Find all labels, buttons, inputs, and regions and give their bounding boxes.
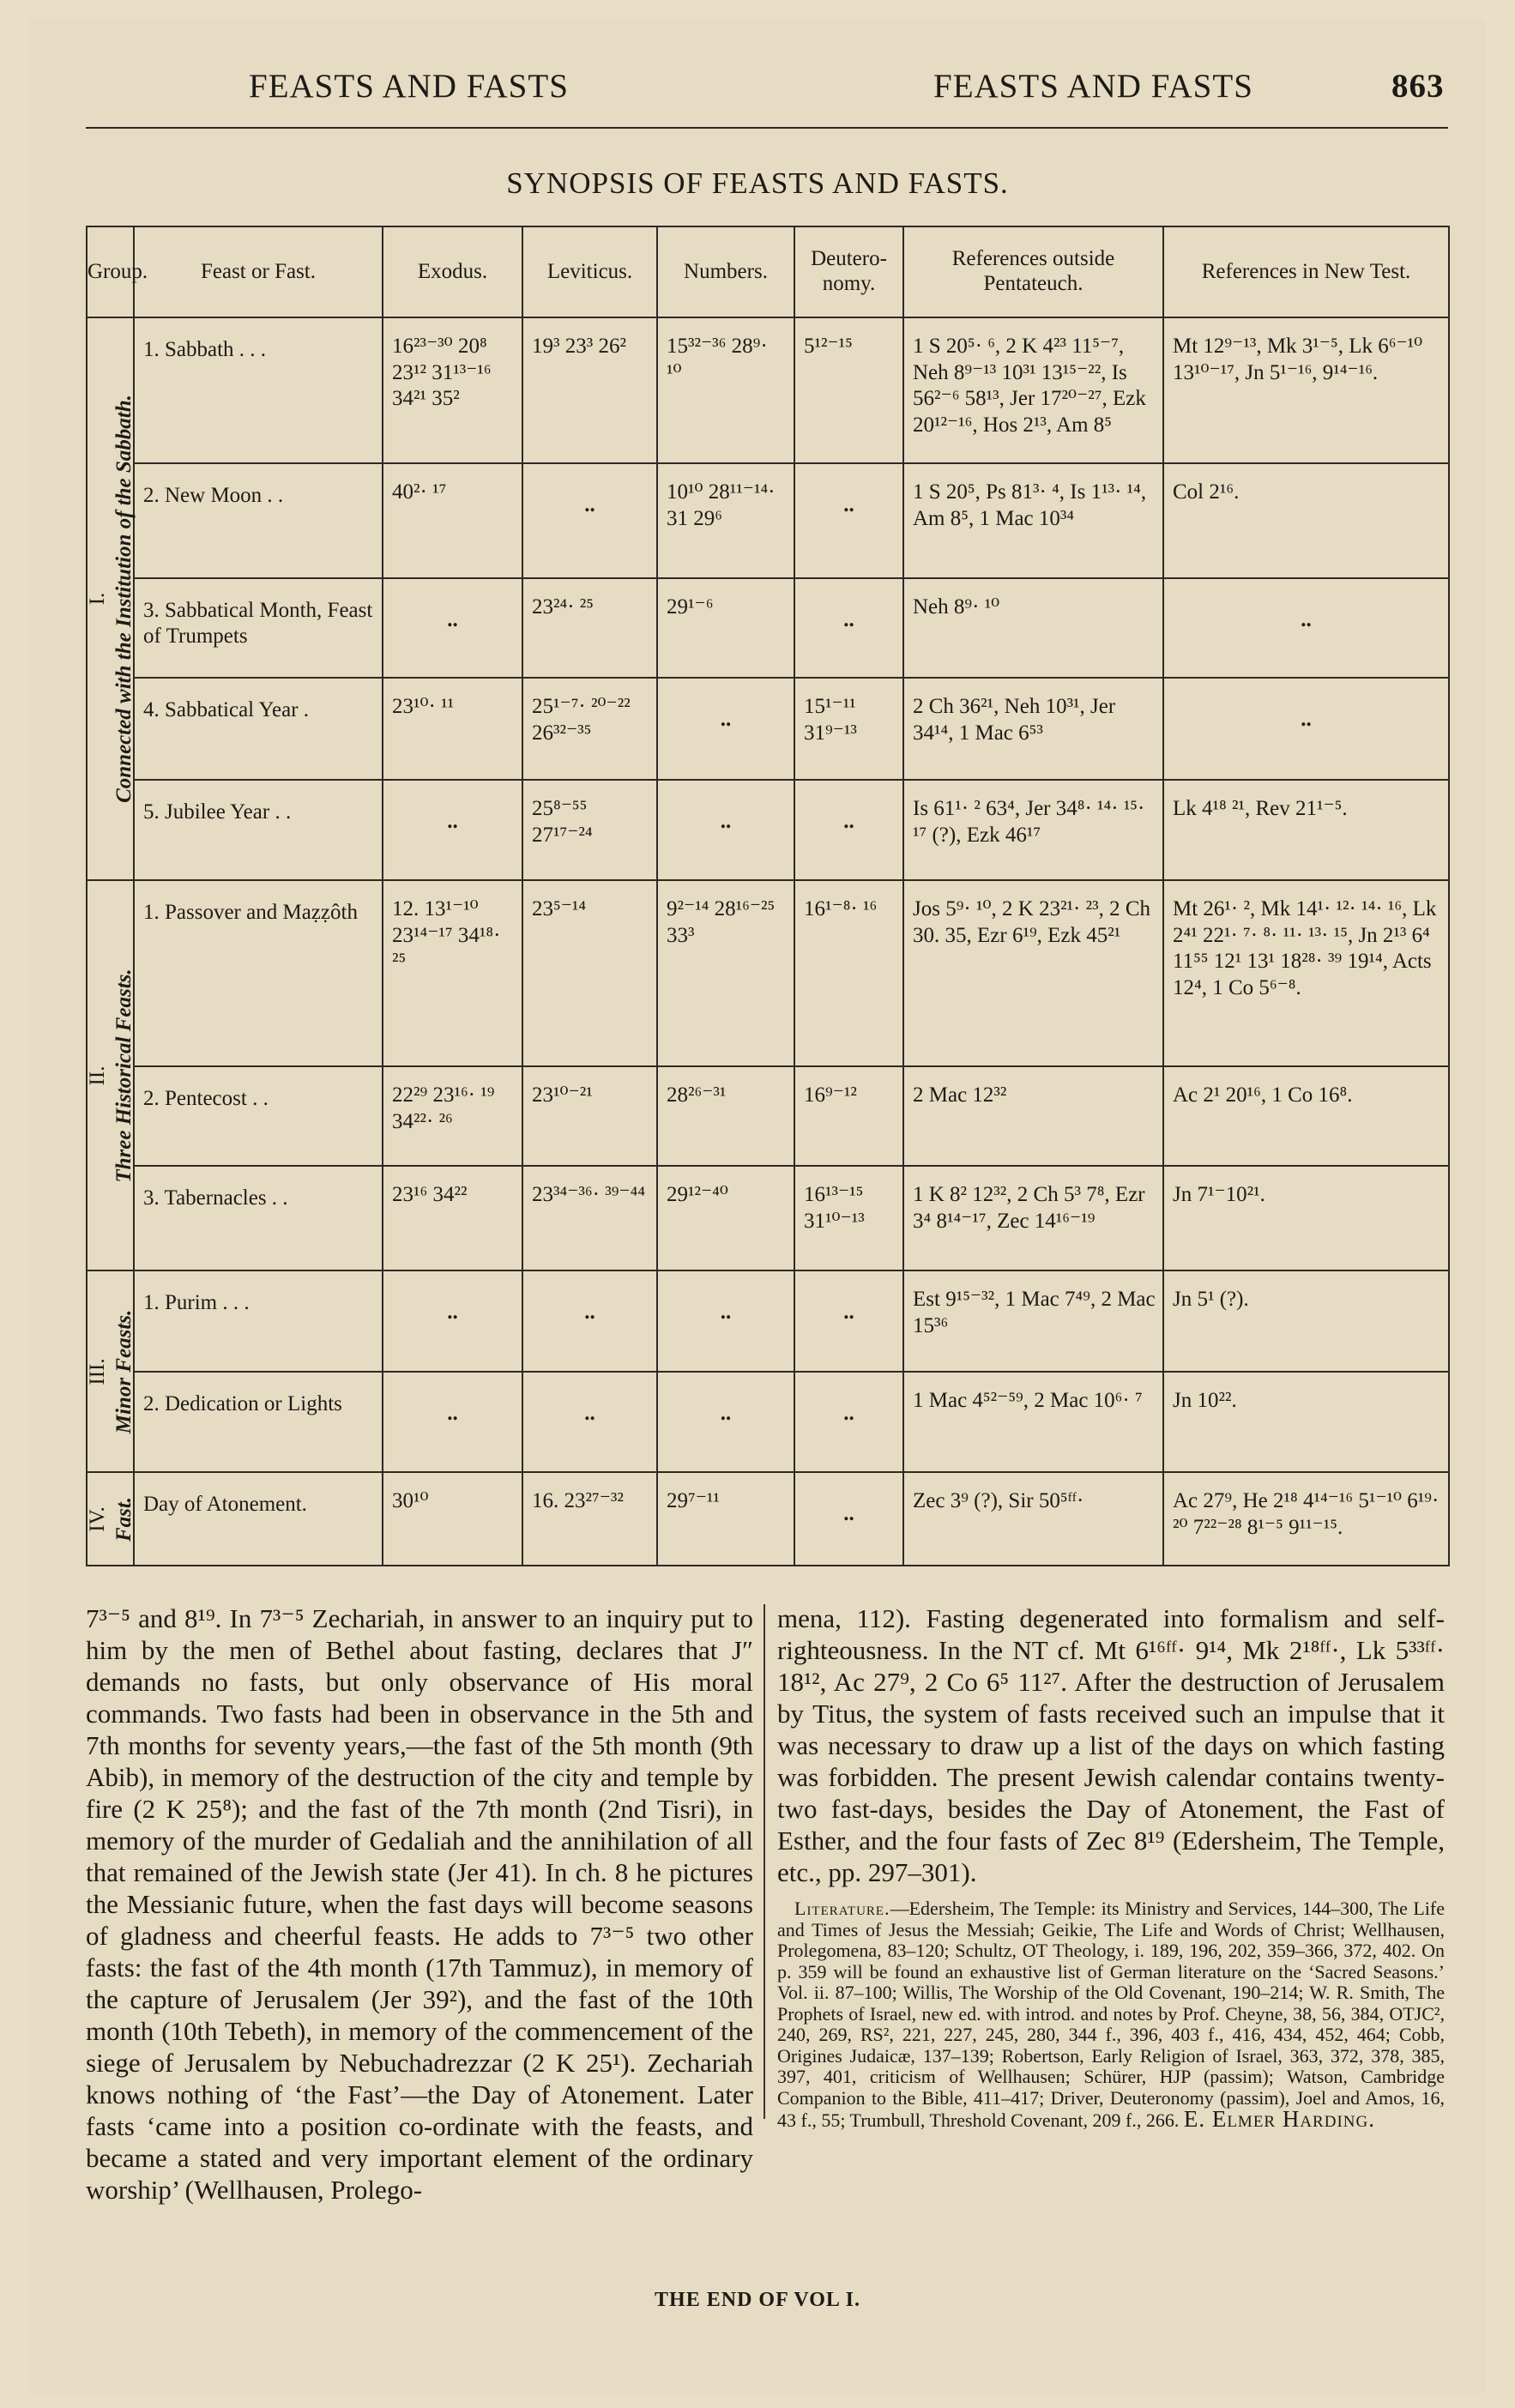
reference-text: .. [447,1402,458,1425]
author-signature: E. Elmer Harding. [1183,2106,1375,2132]
reference-text: .. [843,608,854,631]
reference-text: 15¹⁻¹¹ 31⁹⁻¹³ [804,695,857,745]
reference-text: .. [843,493,854,516]
feast-name-cell [134,1066,383,1166]
group-label-cell [87,1270,134,1472]
reference-text: 15³²⁻³⁶ 28⁹· ¹⁰ [667,335,768,384]
new-testament-cell [1163,678,1449,780]
running-head-right: FEASTS AND FASTS [933,68,1253,105]
feast-name-cell [134,578,383,678]
reference-text: 25⁸⁻⁵⁵ 27¹⁷⁻²⁴ [532,797,593,847]
reference-text: 29⁷⁻¹¹ [667,1489,720,1512]
deuteronomy-cell [794,1472,903,1566]
deuteronomy-cell [794,1372,903,1472]
table-row [87,880,1449,1066]
group-label-cell [87,317,134,880]
literature-label: Literature. [794,1898,890,1919]
deuteronomy-cell [794,317,903,463]
exodus-cell [383,1372,522,1472]
reference-text: 16¹⁻⁸· ¹⁶ [804,897,878,920]
reference-text: Jn 5¹ (?). [1173,1288,1249,1311]
group-label: Three Historical Feasts. [112,968,136,1183]
running-head [0,67,1515,118]
reference-text: 16²³⁻³⁰ 20⁸ 23¹² 31¹³⁻¹⁶ 34²¹ 35² [392,335,492,410]
new-testament-cell [1163,1066,1449,1166]
references-outside-cell [903,1166,1163,1270]
feast-name-cell [134,678,383,780]
numbers-cell [657,1472,794,1566]
reference-text: 40²· ¹⁷ [392,480,447,504]
reference-text: Lk 4¹⁸ ²¹, Rev 21¹⁻⁵. [1173,797,1348,820]
body-column-left [86,1602,753,2206]
end-of-volume: THE END OF VOL I. [655,2289,860,2311]
reference-text: .. [843,1402,854,1425]
synopsis-title: SYNOPSIS OF FEASTS AND FASTS. [506,166,1009,200]
numbers-cell [657,1372,794,1472]
table-row [87,1270,1449,1372]
reference-text: .. [843,1301,854,1324]
column-header: References outside Pentateuch. [903,226,1163,317]
reference-text: 23³⁴⁻³⁶· ³⁹⁻⁴⁴ [532,1183,646,1206]
reference-text: Jn 10²². [1173,1389,1237,1412]
table-row [87,578,1449,678]
feast-name-cell [134,880,383,1066]
reference-text: 2 Mac 12³² [913,1083,1007,1107]
reference-text: 10¹⁰ 28¹¹⁻¹⁴· 31 29⁶ [667,480,776,530]
numbers-cell [657,678,794,780]
reference-text: 23¹⁶ 34²² [392,1183,468,1206]
reference-text: 1 Mac 4⁵²⁻⁵⁹, 2 Mac 10⁶· ⁷ [913,1389,1143,1412]
reference-text: Jos 5⁹· ¹⁰, 2 K 23²¹· ²³, 2 Ch 30. 35, Ezr 6¹⁹, Ezk 45²¹ [913,897,1151,947]
numbers-cell [657,1166,794,1270]
reference-text: .. [720,1402,732,1425]
new-testament-cell [1163,880,1449,1066]
exodus-cell [383,578,522,678]
reference-text: 22²⁹ 23¹⁶· ¹⁹ 34²²· ²⁶ [392,1083,495,1133]
exodus-cell [383,780,522,880]
references-outside-cell [903,463,1163,578]
reference-text: 12. 13¹⁻¹⁰ 23¹⁴⁻¹⁷ 34¹⁸· ²⁵ [392,897,501,973]
synopsis-table [86,226,1450,1566]
group-label: Fast. [112,1496,136,1542]
reference-text: Neh 8⁹· ¹⁰ [913,595,1000,619]
leviticus-cell [522,1066,657,1166]
references-outside-cell [903,1372,1163,1472]
reference-text: 23¹⁰· ¹¹ [392,695,455,718]
reference-text: 1 S 20⁵, Ps 81³· ⁴, Is 1¹³· ¹⁴, Am 8⁵, 1 Mac 10³⁴ [913,480,1147,530]
table-row [87,1472,1449,1566]
exodus-cell [383,317,522,463]
table-row [87,317,1449,463]
deuteronomy-cell [794,1066,903,1166]
references-outside-cell [903,1472,1163,1566]
new-testament-cell [1163,1270,1449,1372]
table-row [87,463,1449,578]
reference-text: 19³ 23³ 26² [532,335,626,358]
reference-text: 16¹³⁻¹⁵ 31¹⁰⁻¹³ [804,1183,865,1233]
feast-name-cell [134,1166,383,1270]
group-label: Minor Feasts. [112,1309,136,1433]
group-numeral: III. [85,1357,109,1385]
table-row [87,678,1449,780]
feast-name: 2. Dedication or Lights [143,1392,342,1415]
leviticus-cell [522,678,657,780]
reference-text: 29¹²⁻⁴⁰ [667,1183,728,1206]
deuteronomy-cell [794,880,903,1066]
numbers-cell [657,463,794,578]
new-testament-cell [1163,780,1449,880]
reference-text: .. [584,1402,595,1425]
feast-name: 1. Passover and Maẓẓôth [143,901,358,924]
table-header-row [87,226,1449,317]
deuteronomy-cell [794,780,903,880]
reference-text: 28²⁶⁻³¹ [667,1083,727,1107]
references-outside-cell [903,678,1163,780]
leviticus-cell [522,1270,657,1372]
running-head-left: FEASTS AND FASTS [249,68,569,105]
reference-text: Jn 7¹⁻10²¹. [1173,1183,1265,1206]
feast-name-cell [134,1472,383,1566]
reference-text: .. [843,810,854,833]
feast-name: Day of Atonement. [143,1493,307,1516]
new-testament-cell [1163,1372,1449,1472]
table-row [87,1166,1449,1270]
new-testament-cell [1163,317,1449,463]
reference-text: .. [720,810,732,833]
reference-text: .. [843,1502,854,1525]
numbers-cell [657,578,794,678]
leviticus-cell [522,780,657,880]
reference-text: Est 9¹⁵⁻³², 1 Mac 7⁴⁹, 2 Mac 15³⁶ [913,1288,1156,1337]
references-outside-cell [903,780,1163,880]
exodus-cell [383,1166,522,1270]
reference-text: 23²⁴· ²⁵ [532,595,594,619]
column-header: Leviticus. [522,226,657,317]
reference-text: .. [447,608,458,631]
column-header: Numbers. [657,226,794,317]
body-paragraph: mena, 112). Fasting degenerated into formalism and self-righteousness. In the NT cf. Mt 6¹⁶ᶠᶠ· 9¹⁴, Mk 2¹⁸ᶠᶠ·, Lk 5³³ᶠᶠ· 18¹², Ac 27⁹, 2 Co 6⁵ 11²⁷. After the destruction of Jerusalem by Titus, the system of fasts received such an impulse that it was necessary to draw up a list of the days on which fasting was forbidden. The present Jewish calendar contains twenty-two fast-days, besides the Day of Atonement, the Fast of Esther, and the four fasts of Zec 8¹⁹ (Edersheim, The Temple, etc., pp. 297–301). [777,1603,1445,1887]
references-outside-cell [903,578,1163,678]
exodus-cell [383,463,522,578]
feast-name: 3. Sabbatical Month, Feast of Trumpets [143,599,373,648]
feast-name-cell [134,463,383,578]
synopsis-table-wrapper [86,226,1448,1549]
table-row [87,1372,1449,1472]
feast-name: 1. Sabbath . . . [143,338,267,361]
feast-name: 5. Jubilee Year . . [143,800,292,824]
feast-name: 3. Tabernacles . . [143,1186,288,1210]
new-testament-cell [1163,1166,1449,1270]
leviticus-cell [522,880,657,1066]
new-testament-cell [1163,1472,1449,1566]
leviticus-cell [522,463,657,578]
leviticus-cell [522,1472,657,1566]
literature-text: —Edersheim, The Temple: its Ministry and Services, 144–300, The Life and Times of Jesus the Messiah; Geikie, The Life and Words of Christ; Wellhausen, Prolegomena, 83–120; Schultz, OT Theology, i. 189, 196, 202, 359–366, 372, 402. On p. 359 will be found an exhaustive list of German literature on the ‘Sacred Seasons.’ Vol. ii. 87–100; Willis, The Worship of the Old Covenant, 190–214; W. R. Smith, The Prophets of Israel, new ed. with introd. and notes by Prof. Cheyne, 38, 56, 384, OTJC², 240, 269, RS², 221, 227, 245, 280, 344 f., 396, 403 f., 416, 434, 452, 464; Cobb, Origines Judaicæ, 137–139; Robertson, Early Religion of Israel, 363, 372, 378, 385, 397, 401, criticism of Wellhausen; Schürer, HJP (passim); Watson, Cambridge Companion to the Bible, 411–417; Driver, Deuteronomy (passim), Joel and Amos, 16, 43 f., 55; Trumbull, Threshold Covenant, 209 f., 266. [777,1898,1445,2131]
reference-text: .. [1301,708,1312,731]
feast-name: 4. Sabbatical Year . [143,698,310,721]
deuteronomy-cell [794,578,903,678]
column-header: References in New Test. [1163,226,1449,317]
numbers-cell [657,1066,794,1166]
leviticus-cell [522,1372,657,1472]
reference-text: 1 K 8² 12³², 2 Ch 5³ 7⁸, Ezr 3⁴ 8¹⁴⁻¹⁷, Zec 14¹⁶⁻¹⁹ [913,1183,1145,1233]
reference-text: Col 2¹⁶. [1173,480,1240,504]
deuteronomy-cell [794,1166,903,1270]
feast-name: 2. Pentecost . . [143,1087,269,1110]
column-header: Deutero-nomy. [794,226,903,317]
reference-text: .. [584,1301,595,1324]
feast-name-cell [134,317,383,463]
deuteronomy-cell [794,678,903,780]
exodus-cell [383,1066,522,1166]
leviticus-cell [522,1166,657,1270]
feast-name-cell [134,1372,383,1472]
new-testament-cell [1163,578,1449,678]
column-header: Group. [87,226,134,317]
column-divider [764,1604,765,2119]
deuteronomy-cell [794,463,903,578]
reference-text: 5¹²⁻¹⁵ [804,335,853,358]
new-testament-cell [1163,463,1449,578]
references-outside-cell [903,1066,1163,1166]
group-label: Connected with the Institution of the Sabbath. [112,395,136,803]
reference-text: 1 S 20⁵· ⁶, 2 K 4²³ 11⁵⁻⁷, Neh 8⁹⁻¹³ 10³¹ 13¹⁵⁻²², Is 56²⁻⁶ 58¹³, Jer 17²⁰⁻²⁷, Ezk 20¹²⁻¹⁶, Hos 2¹³, Am 8⁵ [913,335,1146,437]
header-rule [86,127,1448,129]
reference-text: 23¹⁰⁻²¹ [532,1083,593,1107]
body-paragraph: 7³⁻⁵ and 8¹⁹. In 7³⁻⁵ Zechariah, in answer to an inquiry put to him by the men of Bethel about fasting, declares that J″ demands no fasts, but only observance of His moral commands. Two fasts had been in observance in the 5th and 7th months for seventy years,—the fast of the 5th month (9th Abib), in memory of the destruction of the city and temple by fire (2 K 25⁸); and the fast of the 7th month (2nd Tisri), in memory of the murder of Gedaliah and the annihilation of all that remained of the Jewish state (Jer 41). In ch. 8 he pictures the Messianic future, when the fast days will become seasons of gladness and cheerful feasts. He adds to 7³⁻⁵ two other fasts: the fast of the 4th month (17th Tammuz), in memory of the capture of Jerusalem (Jer 39²), and the fast of the 10th month (10th Tebeth), in memory of the commencement of the siege of Jerusalem by Nebuchadrezzar (2 K 25¹). Zechariah knows nothing of ‘the Fast’—the Day of Atonement. Later fasts ‘came into a position co-ordinate with the feasts, and became a stated and very important element of the ordinary worship’ (Wellhausen, Prolego- [86,1603,753,2205]
reference-text: Is 61¹· ² 63⁴, Jer 34⁸· ¹⁴· ¹⁵· ¹⁷ (?), Ezk 46¹⁷ [913,797,1145,847]
literature-paragraph [777,1898,1445,2132]
group-numeral: I. [85,592,109,606]
feast-name: 2. New Moon . . [143,484,284,507]
deuteronomy-cell [794,1270,903,1372]
numbers-cell [657,880,794,1066]
body-column-right [777,1602,1445,2132]
numbers-cell [657,317,794,463]
group-label-cell [87,880,134,1270]
leviticus-cell [522,578,657,678]
reference-text: .. [720,708,732,731]
exodus-cell [383,678,522,780]
references-outside-cell [903,317,1163,463]
reference-text: Ac 27⁹, He 2¹⁸ 4¹⁴⁻¹⁶ 5¹⁻¹⁰ 6¹⁹· ²⁰ 7²²⁻²⁸ 8¹⁻⁵ 9¹¹⁻¹⁵. [1173,1489,1440,1539]
reference-text: 16⁹⁻¹² [804,1083,857,1107]
page-number: 863 [1391,68,1445,105]
references-outside-cell [903,1270,1163,1372]
reference-text: 16. 23²⁷⁻³² [532,1489,624,1512]
group-label-cell [87,1472,134,1566]
group-numeral: II. [85,1065,109,1085]
column-header: Feast or Fast. [134,226,383,317]
table-row [87,780,1449,880]
exodus-cell [383,1270,522,1372]
reference-text: .. [720,1301,732,1324]
reference-text: 9²⁻¹⁴ 28¹⁶⁻²⁵ 33³ [667,897,776,947]
table-row [87,1066,1449,1166]
reference-text: 29¹⁻⁶ [667,595,714,619]
references-outside-cell [903,880,1163,1066]
reference-text: .. [1301,608,1312,631]
reference-text: 25¹⁻⁷· ²⁰⁻²² 26³²⁻³⁵ [532,695,631,745]
reference-text: Mt 12⁹⁻¹³, Mk 3¹⁻⁵, Lk 6⁶⁻¹⁰ 13¹⁰⁻¹⁷, Jn 5¹⁻¹⁶, 9¹⁴⁻¹⁶. [1173,335,1423,384]
column-header: Exodus. [383,226,522,317]
reference-text: .. [584,493,595,516]
reference-text: .. [447,810,458,833]
reference-text: 23⁵⁻¹⁴ [532,897,587,920]
reference-text: Zec 3⁹ (?), Sir 50⁵ᶠᶠ· [913,1489,1084,1512]
numbers-cell [657,780,794,880]
reference-text: Mt 26¹· ², Mk 14¹· ¹²· ¹⁴· ¹⁶, Lk 2⁴¹ 22¹· ⁷· ⁸· ¹¹· ¹³· ¹⁵, Jn 2¹³ 6⁴ 11⁵⁵ 12¹ 13¹ 18²⁸· ³⁹ 19¹⁴, Acts 12⁴, 1 Co 5⁶⁻⁸. [1173,897,1437,999]
group-numeral: IV. [85,1506,109,1532]
reference-text: 2 Ch 36²¹, Neh 10³¹, Jer 34¹⁴, 1 Mac 6⁵³ [913,695,1116,745]
reference-text: 30¹⁰ [392,1489,429,1512]
numbers-cell [657,1270,794,1372]
reference-text: Ac 2¹ 20¹⁶, 1 Co 16⁸. [1173,1083,1353,1107]
feast-name: 1. Purim . . . [143,1291,250,1314]
exodus-cell [383,1472,522,1566]
feast-name-cell [134,1270,383,1372]
reference-text: .. [447,1301,458,1324]
leviticus-cell [522,317,657,463]
exodus-cell [383,880,522,1066]
feast-name-cell [134,780,383,880]
